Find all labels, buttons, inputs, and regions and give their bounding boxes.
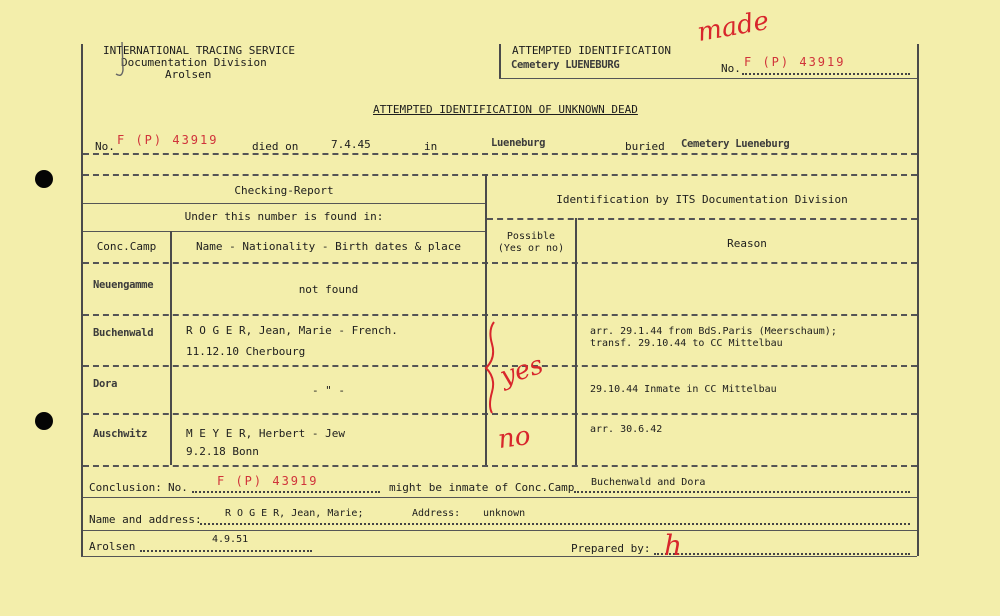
- conclusion-camps-dots: [574, 491, 910, 493]
- header-no-dots: [742, 73, 910, 75]
- header-no-value: F (P) 43919: [744, 55, 846, 69]
- handwritten-yes: yes: [496, 350, 547, 392]
- col-header-possible-1: Possible: [506, 231, 556, 242]
- col-header-reason: Reason: [727, 237, 767, 250]
- page-title: ATTEMPTED IDENTIFICATION OF UNKNOWN DEAD: [373, 103, 638, 116]
- org-line-1: INTERNATIONAL TRACING SERVICE: [103, 44, 296, 57]
- footer-date: 4.9.51: [212, 534, 249, 545]
- handwritten-no: no: [496, 420, 533, 456]
- name-address-address-label: Address:: [412, 508, 461, 519]
- org-line-2: Documentation Division: [121, 56, 267, 69]
- record-no-label: No.: [95, 140, 115, 153]
- annotation-made: made: [694, 5, 772, 49]
- header-box-bottom: [499, 78, 917, 79]
- header-box-left: [499, 44, 501, 78]
- rule-table-top: [83, 174, 917, 176]
- checking-subtitle: Under this number is found in:: [184, 210, 384, 223]
- record-buried-label: buried: [625, 140, 665, 153]
- record-in-label: in: [424, 140, 438, 153]
- checking-title: Checking-Report: [234, 184, 334, 197]
- col-header-camp: Conc.Camp: [96, 240, 157, 253]
- header-box-stamp: Cemetery LUENEBURG: [511, 59, 620, 71]
- rule-ident-title: [487, 218, 917, 220]
- conclusion-text: might be inmate of Conc.Camp: [389, 481, 575, 494]
- row-3-camp: Auschwitz: [93, 428, 148, 440]
- conclusion-camps: Buchenwald and Dora: [591, 477, 706, 488]
- name-address-name: R O G E R, Jean, Marie;: [225, 508, 364, 519]
- record-in-value: Lueneburg: [491, 137, 546, 149]
- punch-hole-bottom: [35, 412, 53, 430]
- record-died-label: died on: [252, 140, 299, 153]
- punch-hole-top: [35, 170, 53, 188]
- footer-prepared-label: Prepared by:: [571, 542, 651, 555]
- record-no-value: F (P) 43919: [117, 133, 219, 147]
- row-1-name-line2: 11.12.10 Cherbourg: [186, 345, 306, 358]
- row-1-reason-line2: transf. 29.10.44 to CC Mittelbau: [590, 338, 783, 349]
- name-address-dots: [200, 523, 910, 525]
- row-1-reason-line1: arr. 29.1.44 from BdS.Paris (Meerschaum);: [590, 326, 837, 337]
- footer-place-dots: [140, 550, 312, 552]
- record-underline: [83, 153, 917, 155]
- row-0-name: not found: [298, 283, 359, 296]
- row-2-name: - " -: [311, 384, 346, 397]
- footer-place: Arolsen: [89, 540, 136, 553]
- record-died-value: 7.4.45: [331, 138, 371, 151]
- header-no-label: No.: [721, 62, 741, 75]
- pencil-mark: [110, 40, 134, 82]
- row-2-camp: Dora: [93, 378, 118, 390]
- rule-table-bottom: [83, 465, 917, 467]
- record-buried-value: Cemetery Lueneburg: [681, 138, 790, 150]
- frame-left: [81, 44, 83, 556]
- row-1-camp: Buchenwald: [93, 327, 154, 339]
- rule-col-headers: [83, 262, 917, 264]
- org-line-3: Arolsen: [165, 68, 212, 81]
- rule-bottom: [81, 556, 917, 557]
- footer-prepared-dots: [654, 553, 910, 555]
- name-address-label: Name and address:: [89, 513, 202, 526]
- rule-conclusion: [83, 497, 917, 498]
- row-3-reason: arr. 30.6.42: [590, 424, 663, 435]
- name-address-address: unknown: [483, 508, 526, 519]
- row-3-name-line2: 9.2.18 Bonn: [186, 445, 259, 458]
- conclusion-no-label: No.: [168, 481, 188, 494]
- frame-right: [917, 44, 919, 556]
- conclusion-no-dots: [192, 491, 380, 493]
- conclusion-label: Conclusion:: [89, 481, 162, 494]
- rule-checking-title: [83, 203, 485, 204]
- ident-title: Identification by ITS Documentation Division: [556, 193, 848, 206]
- header-box-title: ATTEMPTED IDENTIFICATION: [512, 44, 671, 57]
- row-1-name-line1: R O G E R, Jean, Marie - French.: [186, 324, 398, 337]
- col-header-name: Name - Nationality - Birth dates & place: [196, 240, 461, 253]
- row-2-reason: 29.10.44 Inmate in CC Mittelbau: [590, 384, 777, 395]
- col-rule-camp: [170, 231, 172, 465]
- footer-initial: h: [664, 529, 683, 562]
- col-rule-possible: [575, 218, 577, 465]
- rule-row-1: [83, 314, 917, 316]
- row-3-name-line1: M E Y E R, Herbert - Jew: [186, 427, 345, 440]
- rule-name-address: [83, 530, 917, 531]
- row-0-camp: Neuengamme: [93, 279, 154, 291]
- conclusion-no-value: F (P) 43919: [217, 474, 319, 488]
- rule-checking-sub: [83, 231, 485, 232]
- col-header-possible-2: (Yes or no): [497, 243, 565, 254]
